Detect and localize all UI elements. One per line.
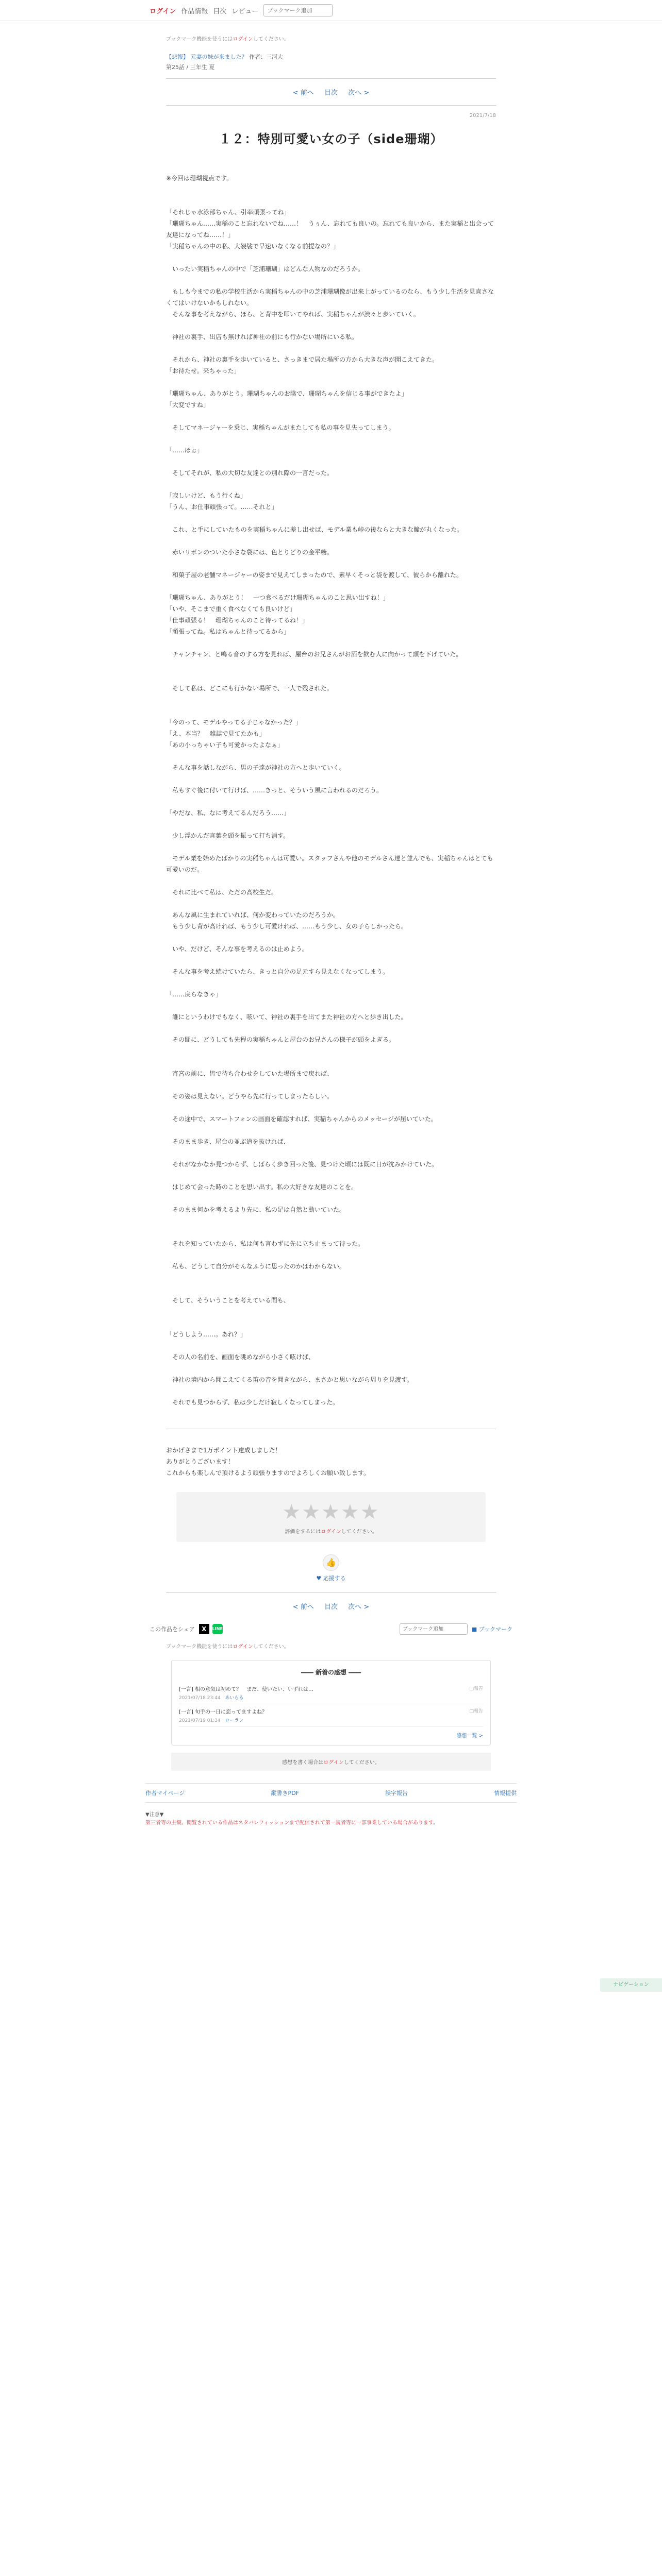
body-paragraph: そのまま何かを考えるより先に、私の足は自然と動いていた。 xyxy=(166,1206,346,1213)
body-paragraph: その人の名前を、画面を眺めながら小さく呟けば、 xyxy=(166,1353,315,1361)
work-author: 作者：三河大 xyxy=(249,54,283,60)
pager-top xyxy=(166,87,496,97)
pager-bottom xyxy=(166,1601,496,1611)
afterword-line: これからも楽しんで頂けるよう頑張りますのでよろしくお願い致します。 xyxy=(166,1469,370,1477)
share-row xyxy=(0,1621,662,1637)
body-paragraph: 「あの小っちゃい子も可愛かったよなぁ」 xyxy=(166,741,284,749)
rating-box xyxy=(176,1492,486,1542)
divider xyxy=(166,78,496,79)
blank-line xyxy=(166,977,496,989)
body-paragraph: もう少し背が高ければ、もう少し可愛ければ、……もう少し、女の子らしかったら。 xyxy=(166,923,408,930)
episode-count: 第25話 / 三年生 夏 xyxy=(166,64,215,71)
next-link[interactable]: 次へ > xyxy=(348,1603,370,1611)
blank-line xyxy=(166,637,496,649)
work-title-link[interactable]: 【悲報】 元妻の妹が来ました？ xyxy=(166,54,247,60)
blank-line xyxy=(166,773,496,785)
list-item[interactable] xyxy=(179,1704,483,1727)
blank-line xyxy=(166,195,496,207)
blank-line xyxy=(166,479,496,490)
divider xyxy=(166,105,496,106)
impression-title[interactable]: [一言] 相の意気は初めて？ まだ、使いたい、いずれは… xyxy=(179,1687,313,1692)
top-bar xyxy=(0,0,662,21)
blank-line xyxy=(166,252,496,263)
blank-line xyxy=(166,898,496,909)
blank-line xyxy=(166,1283,496,1295)
blank-line xyxy=(166,581,496,592)
body-paragraph: 「仕事頑張る！ 珊瑚ちゃんのこと待ってるね！」 xyxy=(166,617,309,624)
blank-line xyxy=(166,184,496,195)
blank-line xyxy=(166,751,496,762)
blank-line xyxy=(166,932,496,943)
afterword-line: ありがとうございます！ xyxy=(166,1458,235,1465)
review-login-link[interactable]: ログイン xyxy=(323,1760,344,1766)
report-link[interactable]: □報告 xyxy=(469,1709,483,1714)
body-paragraph: 「……ほぉ」 xyxy=(166,447,204,454)
rating-stars[interactable]: ★★★★★ xyxy=(282,1500,380,1524)
rating-login-link[interactable]: ログイン xyxy=(321,1529,341,1535)
bookmark-note-prefix: ブックマーク機能を使うには xyxy=(166,1644,233,1650)
contents-link[interactable]: 目次 xyxy=(324,89,338,97)
blank-line xyxy=(166,320,496,331)
chapter-body xyxy=(166,173,496,1408)
nav-work-info[interactable]: 作品情報 xyxy=(181,7,208,15)
info-provide-link[interactable]: 情報提供 xyxy=(494,1790,517,1797)
main-content xyxy=(166,35,496,1611)
blank-line xyxy=(166,1363,496,1374)
body-paragraph: そんな事を話しながら、男の子達が神社の方へと歩いていく。 xyxy=(166,764,345,771)
body-paragraph: 「実稲ちゃんの中の私、大袈裟で早速いなくなる前提なの？」 xyxy=(166,243,340,250)
body-paragraph: ※今回は珊瑚視点です。 xyxy=(166,175,233,182)
body-paragraph: 神社の境内から聞こえてくる笛の音を聞きながら、まさかと思いながら周りを見渡す。 xyxy=(166,1376,413,1383)
body-paragraph: 「頑張ってね。私はちゃんと待ってるから」 xyxy=(166,628,290,635)
body-paragraph: いったい実稲ちゃんの中で「芝浦珊瑚」はどんな人物なのだろうか。 xyxy=(166,265,365,273)
body-paragraph: 宵宮の前に、皆で待ち合わせをしていた場所まで戻れば、 xyxy=(166,1070,334,1077)
blank-line xyxy=(166,558,496,569)
blank-line xyxy=(166,1000,496,1011)
body-paragraph: それを知っていたから、私は何も言わずに先に立ち止まって待った。 xyxy=(166,1240,365,1247)
body-paragraph: いや、だけど、そんな事を考えるのは止めよう。 xyxy=(166,945,308,953)
lower-content xyxy=(166,1642,496,1650)
body-paragraph: もしも今までの私の学校生活から実稲ちゃんの中の芝浦珊瑚像が出来上がっているのなら、もう少し生活を見直さなくてはいけないかもしれない。 xyxy=(166,288,494,307)
impressions-title: ―― 新着の感想 ―― xyxy=(301,1669,361,1676)
notice xyxy=(145,1811,517,1827)
review-login-prefix: 感想を書く場合は xyxy=(282,1760,324,1766)
blank-line xyxy=(166,433,496,445)
blank-line xyxy=(166,1249,496,1261)
bookmark-login-link[interactable]: ログイン xyxy=(233,1644,253,1650)
blank-line xyxy=(166,694,496,705)
date-stamp: 2021/7/18 xyxy=(469,113,496,118)
notice-heading: ▼注意▼ xyxy=(145,1812,164,1818)
blank-line xyxy=(166,513,496,524)
body-paragraph: 「どうしよう……。あれ？」 xyxy=(166,1331,247,1338)
blank-line xyxy=(166,1272,496,1283)
blank-line xyxy=(166,1079,496,1091)
body-paragraph: それから、神社の裏手を歩いていると、さっきまで居た場所の方から大きな声が聞こえてきた。 xyxy=(166,356,439,363)
review-login-box xyxy=(171,1753,491,1771)
body-paragraph: そして、そういうことを考えている間も、 xyxy=(166,1297,290,1304)
body-paragraph: そして私は、どこにも行かない場所で、一人で残された。 xyxy=(166,685,333,692)
bookmark-note-prefix: ブックマーク機能を使うには xyxy=(166,37,233,42)
body-paragraph: 「やだな、私、なに考えてるんだろう……」 xyxy=(166,809,290,817)
list-item[interactable] xyxy=(179,1682,483,1704)
body-paragraph: 「うん、お仕事頑張って。……それと」 xyxy=(166,503,278,511)
report-link[interactable]: □報告 xyxy=(469,1686,483,1691)
blank-line xyxy=(166,875,496,887)
footer-nav xyxy=(145,1783,517,1803)
typo-report-link[interactable]: 誤字報告 xyxy=(385,1790,408,1797)
impression-user[interactable]: あいらる xyxy=(225,1696,244,1701)
body-paragraph: これ、と手にしていたものを実稲ちゃんに差し出せば、モデル業も峠の後ならと大きな瞳が丸くなった。 xyxy=(166,526,464,533)
thumbs-up-icon[interactable]: 👍 xyxy=(323,1554,339,1571)
afterword-line: おかげさまで1万ポイント達成しました！ xyxy=(166,1447,282,1454)
body-paragraph: それでも見つからず、私は少しだけ寂しくなってしまった。 xyxy=(166,1399,339,1406)
body-paragraph: 「珊瑚ちゃん、ありがとう！ 一つ食べるだけ珊瑚ちゃんのこと思い出すね！」 xyxy=(166,594,389,601)
impression-user[interactable]: ローラン xyxy=(225,1718,244,1723)
body-paragraph: その姿は見えない。どうやら先に行ってしまったらしい。 xyxy=(166,1093,334,1100)
body-paragraph: 「寂しいけど、もう行くね」 xyxy=(166,492,247,499)
body-paragraph: それに比べて私は、ただの高校生だ。 xyxy=(166,889,278,896)
bookmark-note xyxy=(166,35,496,42)
bookmark-button[interactable]: ■ ブックマーク xyxy=(471,1626,512,1633)
body-paragraph: 「お待たせ。来ちゃった」 xyxy=(166,367,240,375)
body-paragraph: はじめて会った時のことを思い出す。私の大好きな友達のことを。 xyxy=(166,1183,358,1191)
body-paragraph: 私も、どうして自分がそんなふうに思ったのかはわからない。 xyxy=(166,1263,346,1270)
blank-line xyxy=(166,660,496,671)
body-paragraph: あんな風に生まれていれば、何か変わっていたのだろうか。 xyxy=(166,911,339,919)
blank-line xyxy=(166,411,496,422)
like-label[interactable]: ♥ 応援する xyxy=(316,1575,346,1582)
blank-line xyxy=(166,841,496,853)
impressions-more-link[interactable]: 感想一覧 > xyxy=(456,1733,483,1739)
body-paragraph: そのまま歩き、屋台の並ぶ道を抜ければ、 xyxy=(166,1138,290,1145)
login-link[interactable]: ログイン xyxy=(150,7,176,15)
blank-line xyxy=(166,1102,496,1113)
blank-line xyxy=(166,1147,496,1159)
prev-link[interactable]: < 前へ xyxy=(292,89,314,97)
blank-line xyxy=(166,1193,496,1204)
rating-note xyxy=(176,1527,486,1535)
bookmark-note-bottom xyxy=(166,1642,496,1650)
bookmark-login-link[interactable]: ログイン xyxy=(233,37,253,42)
body-paragraph: 「……戻らなきゃ」 xyxy=(166,991,222,998)
blank-line xyxy=(166,1317,496,1329)
like-area xyxy=(166,1554,496,1582)
nav-contents[interactable]: 目次 xyxy=(213,7,227,15)
share-label: この作品をシェア xyxy=(150,1626,195,1633)
bookmark-note-suffix: してください。 xyxy=(253,37,289,42)
prev-link[interactable]: < 前へ xyxy=(292,1603,314,1611)
blank-line xyxy=(166,1340,496,1351)
bookmark-add-input-bottom[interactable] xyxy=(400,1623,468,1635)
review-login-suffix: してください。 xyxy=(343,1760,380,1766)
impression-meta xyxy=(179,1717,267,1723)
blank-line xyxy=(166,1215,496,1227)
impressions-box xyxy=(171,1660,491,1745)
body-paragraph: 神社の裏手、出店も無ければ神社の前にも行かない場所にいる私。 xyxy=(166,333,358,341)
bookmark-note-suffix: してください。 xyxy=(253,1644,289,1650)
body-paragraph: 赤いリボンのついた小さな袋には、色とりどりの金平糖。 xyxy=(166,549,334,556)
work-title-line xyxy=(166,53,496,61)
body-paragraph: 私もすぐ後に付いて行けば、……きっと、そういう風に言われるのだろう。 xyxy=(166,787,383,794)
body-paragraph: 誰にというわけでもなく、呟いて、神社の裏手を出てまた神社の方へと歩き出した。 xyxy=(166,1013,407,1021)
body-paragraph: 「それじゃ水泳部ちゃん、引率頑張ってね」 xyxy=(166,209,290,216)
body-paragraph: そんな事を考え続けていたら、きっと自分の足元すら見えなくなってしまう。 xyxy=(166,968,389,975)
body-paragraph: そんな事を考えながら、ほら、と背中を叩いてやれば、実稲ちゃんが渋々と歩いていく。 xyxy=(166,311,420,318)
blank-line xyxy=(166,275,496,286)
contents-link[interactable]: 目次 xyxy=(324,1603,338,1611)
blank-line xyxy=(166,819,496,830)
divider xyxy=(166,1592,496,1593)
blank-line xyxy=(166,671,496,683)
body-paragraph: 少し浮かんだ言葉を頭を振って打ち消す。 xyxy=(166,832,290,839)
x-share-icon[interactable]: X xyxy=(199,1624,209,1634)
impression-date: 2021/07/19 01:34 xyxy=(179,1718,221,1723)
blank-line xyxy=(166,343,496,354)
chapter-title: １２：特別可愛い女の子（side珊瑚） xyxy=(219,132,443,146)
next-link[interactable]: 次へ > xyxy=(348,89,370,97)
body-paragraph: 「いや、そこまで重く食べなくても良いけど」 xyxy=(166,605,296,613)
body-paragraph: それがなかなか見つからず、しばらく歩き回った後、見つけた頃には既に日が沈みかけていた。 xyxy=(166,1161,438,1168)
blank-line xyxy=(166,1023,496,1034)
rating-note-prefix: 評価をするには xyxy=(285,1529,321,1535)
blank-line xyxy=(166,1385,496,1397)
body-paragraph: 「今のって、モデルやってる子じゃなかった？」 xyxy=(166,719,302,726)
body-paragraph: その途中で、スマートフォンの画面を確認すれば、実稲ちゃんからのメッセージが届いていた。 xyxy=(166,1115,437,1123)
body-paragraph: 「珊瑚ちゃん……実稲のこと忘れないでね……！ うぅん、忘れても良いの。忘れても良いから、また実稲と出会って友達になってね……！」 xyxy=(166,220,494,239)
afterword xyxy=(166,1445,496,1479)
body-paragraph: その間に、どうしても先程の実稲ちゃんと屋台のお兄さんの様子が頭をよぎる。 xyxy=(166,1036,395,1043)
body-paragraph: 「珊瑚ちゃん、ありがとう。珊瑚ちゃんのお陰で、珊瑚ちゃんを信じる事ができたよ」 xyxy=(166,390,408,397)
blank-line xyxy=(166,1306,496,1317)
bookmark-add-input[interactable] xyxy=(263,4,333,16)
blank-line xyxy=(166,456,496,467)
blank-line xyxy=(166,1045,496,1057)
body-paragraph: そしてマネージャーを乗じ、実稲ちゃんがまたしても私の事を見失ってしまう。 xyxy=(166,424,395,431)
blank-line xyxy=(166,377,496,388)
impression-title[interactable]: [一言] 旬手の一日に恋ってますよね？ xyxy=(179,1709,267,1715)
blank-line xyxy=(166,1125,496,1136)
impression-date: 2021/07/18 23:44 xyxy=(179,1696,221,1701)
blank-line xyxy=(166,535,496,547)
blank-line xyxy=(166,705,496,717)
body-paragraph: チャンチャン、と鳴る音のする方を見れば、屋台のお兄さんがお酒を飲む人に向かって頭を下げていた。 xyxy=(166,651,462,658)
blank-line xyxy=(166,1170,496,1181)
side-navigation-tab[interactable]: ナビゲーション xyxy=(600,1978,662,1992)
line-share-icon[interactable]: LINE xyxy=(212,1624,223,1634)
nav-review[interactable]: レビュー xyxy=(231,7,259,15)
notice-text: 第三者等の主観、閲覧されている作品はネタバレフィッションまで配信されて第一読者等に一部事業している場合があります。 xyxy=(145,1820,439,1826)
vertical-pdf-link[interactable]: 縦書きPDF xyxy=(271,1790,299,1797)
blank-line xyxy=(166,1227,496,1238)
blank-line xyxy=(166,796,496,807)
blank-line xyxy=(166,955,496,966)
blank-line xyxy=(166,1057,496,1068)
author-mypage-link[interactable]: 作者マイページ xyxy=(145,1790,185,1797)
body-paragraph: 和菓子屋の老舗マネージャーの姿まで見えてしまったので、素早くそっと袋を渡して、彼らから離れた。 xyxy=(166,571,463,579)
impression-meta xyxy=(179,1694,313,1701)
body-paragraph: 「え、本当？ 雑誌で見てたかも」 xyxy=(166,730,266,737)
body-paragraph: モデル業を始めたばかりの実稲ちゃんは可愛い。スタッフさんや他のモデルさん達と並んでも、実稲ちゃんはとても可愛いのだ。 xyxy=(166,855,493,873)
rating-note-suffix: してください。 xyxy=(341,1529,377,1535)
body-paragraph: 「大変ですね」 xyxy=(166,401,210,409)
body-paragraph: そしてそれが、私の大切な友達との別れ際の一言だった。 xyxy=(166,469,334,477)
